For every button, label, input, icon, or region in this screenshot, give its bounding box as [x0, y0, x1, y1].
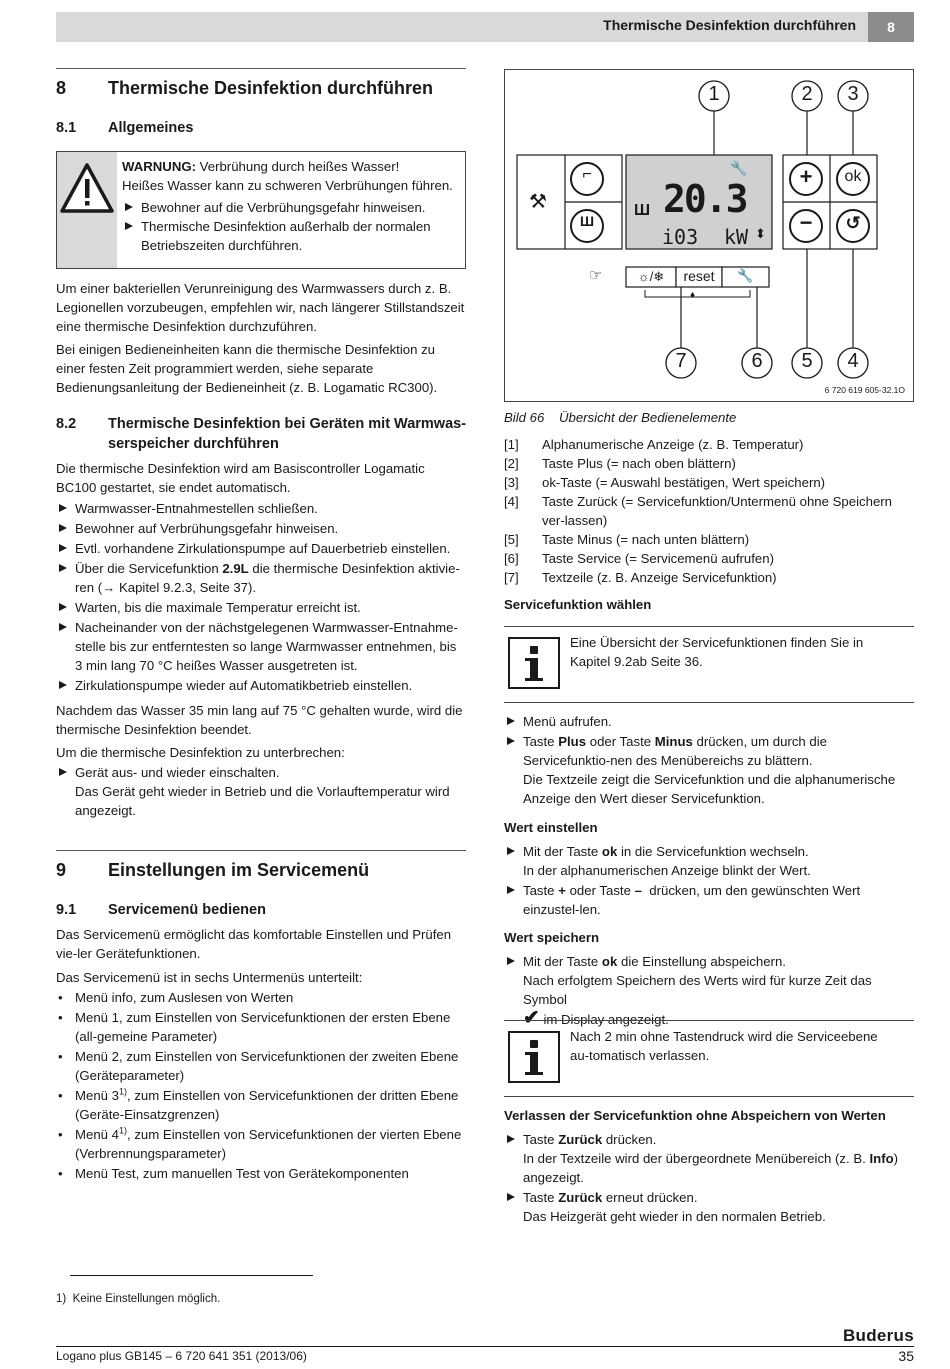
legend-item: [1] Alphanumerische Anzeige (z. B. Temperatur): [504, 437, 804, 452]
list-item: • Menü 3$^{1)}$, zum Einstellen von Servicefunktionen der dritten Ebene (Geräte-Einsatzgrenzen): [56, 1086, 466, 1124]
footnote: 1) Keine Einstellungen möglich.: [56, 1293, 221, 1305]
step: Gerät aus- und wieder einschalten. Das Gerät geht wieder in Betrieb und die Vorlauftemperatur wird angezeigt.: [56, 763, 466, 820]
legend-item: [7] Textzeile (z. B. Anzeige Servicefunktion): [504, 570, 777, 585]
step: Mit der Taste ok die Einstellung abspeichern. Nach erfolgtem Speichern des Werts wird für kurze Zeit das Symbol ✔ im Display angezeigt.: [504, 952, 914, 1029]
minus-button[interactable]: −: [799, 210, 813, 235]
warning-headline: Verbrühung durch heißes Wasser!: [199, 159, 400, 174]
control-panel-figure: [504, 69, 914, 402]
wrench-icon: 🔧: [730, 160, 748, 176]
paragraph: Um einer bakteriellen Verunreinigung des Warmwassers durch z. B. Legionellen vorzubeugen, empfehlen wir, nach längerer Stillstandszeit eine thermische Desinfektion durchzuführen.: [56, 281, 465, 334]
info-box: [504, 1020, 914, 1097]
warning-item: Bewohner auf die Verbrühungsgefahr hinweisen.: [122, 198, 462, 217]
paragraph: Die thermische Desinfektion wird am Basiscontroller Logamatic BC100 gestartet, sie endet automatisch.: [56, 461, 425, 495]
heading-servicefunktion-waehlen: Servicefunktion wählen: [504, 597, 652, 612]
flame-icon: ♦: [690, 290, 696, 301]
step: Taste Plus oder Taste Minus drücken, um durch die Servicefunktio-nen des Menübereichs zu blättern. Die Textzeile zeigt die Servicefunktion und die alphanumerische Anzeige den Wert dieser Servicefunktion.: [504, 732, 914, 808]
service-button[interactable]: 🔧: [737, 268, 754, 283]
warning-box: [56, 151, 466, 269]
callout-1: 1: [708, 83, 720, 105]
paragraph: Um die thermische Desinfektion zu unterbrechen:: [56, 745, 345, 760]
legend-item: [6] Taste Service (= Servicemenü aufrufen): [504, 551, 774, 566]
list-item: • Menü 1, zum Einstellen von Servicefunktionen der ersten Ebene (all-gemeine Parameter): [56, 1008, 466, 1046]
heading-wert-einstellen: Wert einstellen: [504, 820, 598, 835]
paragraph: Nachdem das Wasser 35 min lang auf 75 °C gehalten wurde, wird die thermische Desinfektion beendet.: [56, 703, 463, 737]
list-item: • Menü info, zum Auslesen von Werten: [56, 988, 466, 1007]
warning-item: Thermische Desinfektion außerhalb der normalen Betriebszeiten durchführen.: [122, 217, 462, 255]
info-icon: [508, 637, 560, 689]
info-text: Nach 2 min ohne Tastendruck wird die Serviceebene au-tomatisch verlassen.: [570, 1029, 878, 1063]
brand-logo: Buderus: [842, 1326, 914, 1345]
legend-item: [3] ok-Taste (= Auswahl bestätigen, Wert speichern): [504, 475, 826, 490]
info-text: Eine Übersicht der Servicefunktionen finden Sie in Kapitel 9.2ab Seite 36.: [570, 635, 864, 669]
step: Nacheinander von der nächstgelegenen Warmwasser-Entnahme-stelle bis zur entferntesten so lange Warmwasser entnehmen, bis 3 min lang 70 °C heißes Wasser ausgetreten ist.: [56, 618, 466, 675]
info-icon: [508, 1031, 560, 1083]
step: Evtl. vorhandene Zirkulationspumpe auf Dauerbetrieb einstellen.: [56, 539, 466, 558]
paragraph: Das Servicemenü ermöglicht das komfortable Einstellen und Prüfen vie-ler Gerätefunktionen.: [56, 927, 452, 961]
paragraph: Das Servicemenü ist in sechs Untermenüs unterteilt:: [56, 970, 363, 985]
warning-text: Heißes Wasser kann zu schweren Verbrühungen führen.: [122, 178, 453, 193]
callout-2: 2: [801, 83, 813, 105]
checkmark-icon: ✔: [523, 1007, 540, 1029]
step: Bewohner auf Verbrühungsgefahr hinweisen.: [56, 519, 466, 538]
chimney-sweep-icon: ⚒: [529, 191, 547, 213]
submenu-list: [56, 988, 466, 1183]
updown-icon: ⬍: [755, 226, 766, 241]
hand-pointer-icon: ☞: [589, 267, 603, 284]
chapter-tab: 8: [868, 12, 914, 42]
step: Menü aufrufen.: [504, 712, 914, 731]
list-item: • Menü 2, zum Einstellen von Servicefunktionen der zweiten Ebene (Geräteparameter): [56, 1047, 466, 1085]
radiator-icon: Ш: [634, 202, 651, 219]
list-item: • Menü Test, zum manuellen Test von Gerätekomponenten: [56, 1164, 466, 1183]
summer-winter-button[interactable]: ☼/❄: [637, 269, 665, 284]
warning-label: WARNUNG:: [122, 159, 196, 174]
step: Warmwasser-Entnahmestellen schließen.: [56, 499, 466, 518]
step: Warten, bis die maximale Temperatur erreicht ist.: [56, 598, 466, 617]
callout-7: 7: [675, 350, 687, 372]
list-item: • Menü 4$^{1)}$, zum Einstellen von Servicefunktionen der vierten Ebene (Verbrennungsparameter): [56, 1125, 466, 1163]
ok-button[interactable]: ok: [844, 168, 862, 185]
figure-caption: Bild 66 Übersicht der Bedienelemente: [504, 410, 737, 425]
display-code: i03: [662, 225, 699, 249]
step: Über die Servicefunktion 2.9L die thermische Desinfektion aktivie-ren (→ Kapitel 9.2.3, Seite 37).: [56, 559, 466, 597]
header-title: Thermische Desinfektion durchführen: [603, 17, 856, 33]
callout-3: 3: [847, 83, 859, 105]
hot-water-button[interactable]: ⌐: [582, 166, 592, 183]
legend-item: [5] Taste Minus (= nach unten blättern): [504, 532, 750, 547]
legend: [504, 435, 914, 587]
reset-button[interactable]: reset: [683, 268, 715, 284]
warning-triangle-icon: [59, 162, 115, 214]
callout-6: 6: [751, 350, 763, 372]
info-box: [504, 626, 914, 703]
step: Zirkulationspumpe wieder auf Automatikbetrieb einstellen.: [56, 676, 466, 695]
display-unit: kW: [724, 225, 749, 249]
page-number: 35: [898, 1348, 914, 1364]
heating-button[interactable]: Ш: [579, 213, 595, 229]
callout-5: 5: [801, 350, 813, 372]
disinfection-steps: [56, 499, 466, 695]
footer: [56, 1326, 914, 1366]
back-button[interactable]: ↺: [845, 213, 861, 233]
step: Taste + oder Taste – drücken, um den gewünschten Wert einzustel-len.: [504, 881, 914, 919]
step: Taste Zurück drücken. In der Textzeile wird der übergeordnete Menübereich (z. B. Info) angezeigt.: [504, 1130, 914, 1187]
warning-icon-area: [57, 152, 117, 268]
figure-code: 6 720 619 605-32.1O: [824, 385, 905, 395]
heading-wert-speichern: Wert speichern: [504, 930, 600, 945]
legend-item: [4] Taste Zurück (= Servicefunktion/Untermenü ohne Speichern ver-lassen): [504, 494, 893, 528]
step: Mit der Taste ok in die Servicefunktion wechseln. In der alphanumerischen Anzeige blinkt der Wert.: [504, 842, 914, 880]
paragraph: Bei einigen Bedieneinheiten kann die thermische Desinfektion zu einer festen Zeit programmiert werden, siehe separate Bedienungsanleitung der Bedieneinheit (z. B. Logamatic RC300).: [56, 342, 438, 395]
footer-doc-id: Logano plus GB145 – 6 720 641 351 (2013/06): [56, 1349, 307, 1363]
callout-4: 4: [847, 350, 859, 372]
display-value: 20.3: [663, 177, 747, 221]
plus-button[interactable]: +: [799, 164, 813, 189]
step: Taste Zurück erneut drücken. Das Heizgerät geht wieder in den normalen Betrieb.: [504, 1188, 914, 1226]
heading-verlassen: Verlassen der Servicefunktion ohne Abspeichern von Werten: [504, 1108, 886, 1123]
legend-item: [2] Taste Plus (= nach oben blättern): [504, 456, 736, 471]
page-header: [56, 12, 914, 42]
